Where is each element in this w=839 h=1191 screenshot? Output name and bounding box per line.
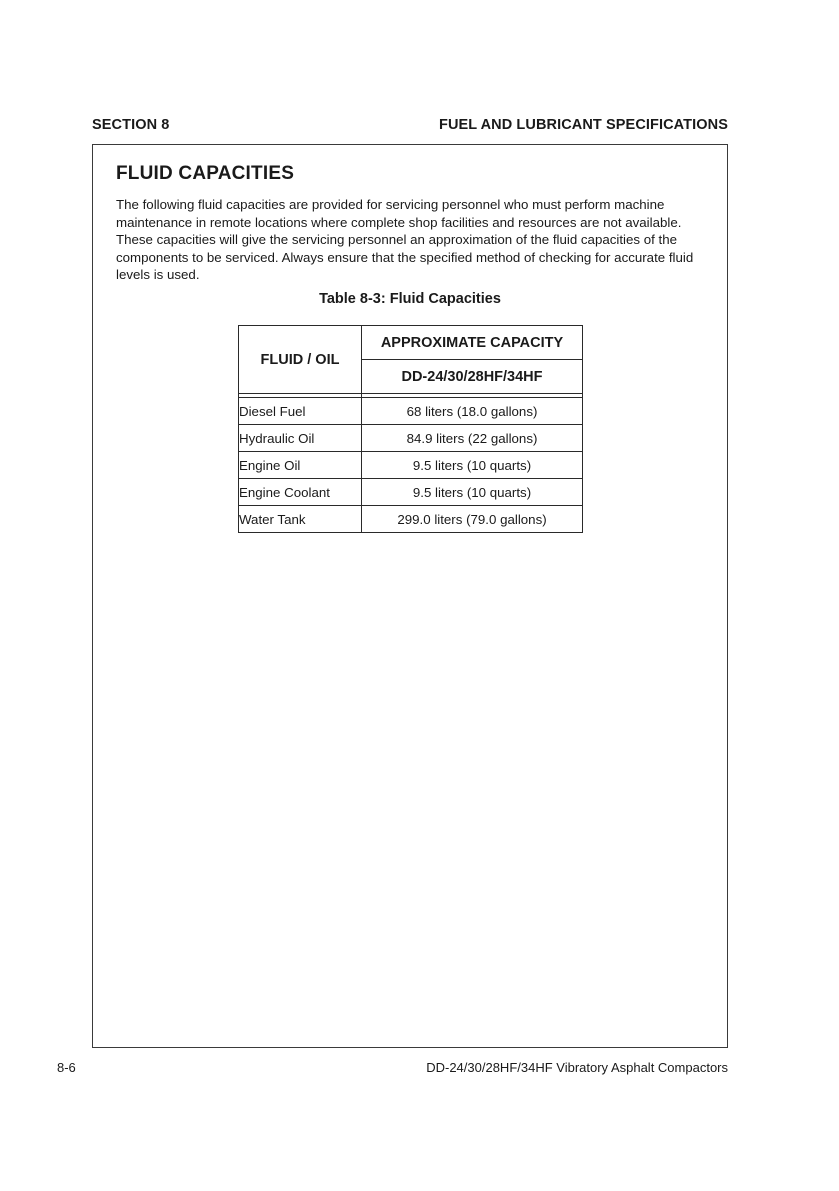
fluid-capacities-table (238, 325, 583, 533)
capacity-cell: 299.0 liters (79.0 gallons) (362, 506, 583, 533)
table-row (239, 506, 583, 533)
fluid-cell: Engine Coolant (239, 479, 362, 506)
column-header-capacity: APPROXIMATE CAPACITY (362, 326, 583, 360)
chapter-title: FUEL AND LUBRICANT SPECIFICATIONS (438, 117, 728, 133)
column-header-model: DD-24/30/28HF/34HF (362, 360, 583, 394)
table-caption: Table 8-3: Fluid Capacities (319, 291, 501, 307)
page-title: FLUID CAPACITIES (116, 163, 295, 184)
capacity-cell: 9.5 liters (10 quarts) (362, 452, 583, 479)
capacity-cell: 84.9 liters (22 gallons) (362, 425, 583, 452)
section-label: SECTION 8 (92, 117, 170, 133)
document-title: DD-24/30/28HF/34HF Vibratory Asphalt Compactors (426, 1060, 728, 1075)
capacity-cell: 68 liters (18.0 gallons) (362, 398, 583, 425)
fluid-cell: Water Tank (239, 506, 362, 533)
capacity-cell: 9.5 liters (10 quarts) (362, 479, 583, 506)
table-row (239, 452, 583, 479)
fluid-cell: Hydraulic Oil (239, 425, 362, 452)
page-header (92, 117, 728, 133)
table-row (239, 425, 583, 452)
table-row (239, 479, 583, 506)
intro-paragraph: The following fluid capacities are provided for servicing personnel who must perform machine maintenance in remote locations where complete shop facilities and resources are not available. These capacities will give the servicing personnel an approximation of the fluid capacities of the components to be serviced. Always ensure that the specified method of checking for accurate fluid levels is used. (116, 197, 694, 283)
column-header-fluid: FLUID / OIL (239, 326, 362, 394)
page-footer (57, 1060, 728, 1075)
page-number: 8-6 (57, 1060, 76, 1075)
table-row (239, 398, 583, 425)
fluid-cell: Engine Oil (239, 452, 362, 479)
fluid-cell: Diesel Fuel (239, 398, 362, 425)
